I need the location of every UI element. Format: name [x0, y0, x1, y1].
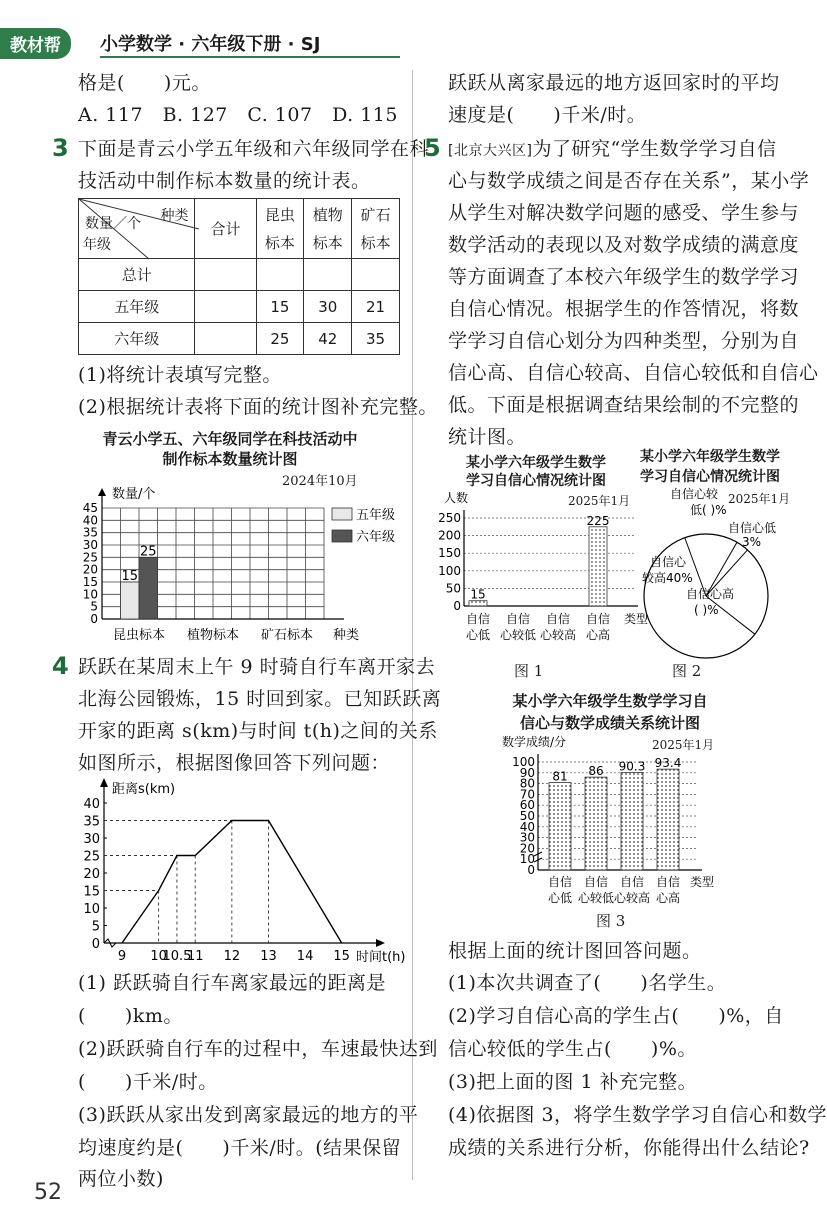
- bar: [621, 772, 643, 870]
- q4-line-3: 开家的距离 s(km)与时间 t(h)之间的关系: [78, 720, 438, 742]
- q4-sub1a: (1) 跃跃骑自行车离家最远的距离是: [78, 972, 386, 994]
- q3-line-2: 技活动中制作标本数量的统计表。: [78, 170, 371, 192]
- header-plant-1: 植物: [312, 205, 343, 224]
- corner-grade: 年级: [83, 237, 111, 253]
- corner-kind: 种类: [160, 208, 189, 224]
- question-number-4: 4: [52, 652, 69, 680]
- y-tick-label: 30: [519, 830, 535, 845]
- q2-tail: 格是( )元。: [78, 72, 211, 94]
- header-insect-2: 标本: [264, 233, 295, 252]
- y-tick-label: 10: [519, 852, 535, 867]
- x-tick-label: 心较低: [499, 628, 537, 642]
- x-tick-label: 自信: [655, 875, 681, 889]
- y-axis-arrow: [100, 778, 108, 787]
- y-tick-label: 40: [519, 819, 535, 834]
- question-number-5: 5: [424, 134, 441, 162]
- table-cell[interactable]: [304, 259, 352, 291]
- bar: [139, 557, 158, 619]
- table-cell: 25: [256, 323, 304, 355]
- y-tick-label: 40: [83, 797, 100, 812]
- q5-sub2b: 信心较低的学生占( )%。: [448, 1038, 697, 1060]
- table-cell: 42: [304, 323, 352, 355]
- y-tick-label: 35: [82, 525, 98, 540]
- row-label: 总计: [79, 259, 195, 291]
- y-tick-label: 0: [527, 863, 535, 877]
- q4-line-1: 跃跃在某周末上午 9 时骑自行车离开家去: [78, 656, 436, 678]
- table-cell: 35: [352, 323, 400, 355]
- confidence-score-bar-chart: [500, 736, 725, 908]
- y-tick-label: 100: [512, 755, 535, 769]
- confidence-pie-chart: [632, 486, 792, 656]
- fig3-title-line1: 某小学六年级学生数学学习自: [512, 692, 708, 710]
- q5-line: 学学习自信心划分为四种类型，分别为自: [448, 330, 800, 352]
- x-tick-label: 自信: [505, 612, 531, 626]
- table-cell[interactable]: [195, 259, 256, 291]
- y-tick-label: 0: [453, 599, 461, 613]
- q5-line: 统计图。: [448, 426, 527, 448]
- pie-label: 较高40%: [642, 571, 693, 585]
- y-tick-label: 250: [438, 511, 461, 525]
- q5-sub1: (1)本次共调查了( )名学生。: [448, 972, 727, 994]
- option-c: C. 107: [247, 104, 313, 126]
- option-b: B. 127: [162, 104, 228, 126]
- y-tick-label: 80: [519, 776, 535, 791]
- row-label: 五年级: [79, 291, 195, 323]
- data-label: 93.4: [654, 756, 682, 771]
- y-tick-label: 20: [82, 562, 98, 577]
- q4-tail-1: 跃跃从离家最远的地方返回家时的平均: [448, 72, 780, 94]
- x-tick-label: 13: [260, 949, 277, 964]
- q5-line-0: [448, 134, 777, 167]
- bar: [589, 527, 607, 606]
- x-tick-label: 植物标本: [186, 628, 240, 643]
- x-axis-label: 类型: [690, 875, 715, 889]
- x-tick-label: 11: [186, 949, 204, 964]
- q5-line: 等方面调查了本校六年级学生的数学学习: [448, 266, 800, 288]
- y-tick-label: 20: [519, 841, 535, 856]
- column-divider: [412, 70, 413, 1180]
- y-axis-label: 数学成绩/分: [502, 735, 567, 749]
- q5-line: 数学活动的表现以及对数学成绩的满意度: [448, 234, 800, 256]
- specimen-stat-table: [78, 198, 400, 355]
- y-axis-label: 数量/个: [112, 487, 156, 502]
- y-tick-label: 5: [91, 919, 100, 935]
- bar: [121, 582, 140, 619]
- fig2-date: 2025年1月: [728, 492, 791, 506]
- table-row: [79, 323, 400, 355]
- header-mineral-1: 矿石: [360, 205, 391, 224]
- data-label: 15: [470, 587, 486, 602]
- x-tick-label: 心高: [585, 628, 611, 642]
- x-tick-label: 10: [150, 949, 167, 964]
- header-rule: [100, 56, 400, 58]
- q4-sub2b: ( )千米/时。: [78, 1071, 218, 1093]
- x-tick-label: 心较高: [613, 891, 651, 905]
- header-total: 合计: [195, 199, 256, 259]
- q5-sub2a: (2)学习自信心高的学生占( )%，自: [448, 1005, 784, 1027]
- data-label: 225: [586, 513, 610, 528]
- bar: [585, 777, 607, 870]
- header-insect: [256, 199, 304, 259]
- x-tick-label: 心较低: [577, 891, 615, 905]
- x-tick-label: 自信: [585, 612, 611, 626]
- x-tick-label: 矿石标本: [260, 628, 314, 643]
- y-tick-label: 20: [83, 867, 100, 882]
- q4-line-4: 如图所示，根据图像回答下列问题：: [78, 752, 391, 774]
- pie-label: ( )%: [694, 603, 719, 617]
- q5-after: 根据上面的统计图回答问题。: [448, 940, 702, 962]
- corner-quantity: 数量／个: [85, 216, 141, 232]
- q3-line-1: 下面是青云小学五年级和六年级同学在科: [78, 138, 430, 160]
- x-tick-label: 12: [223, 949, 241, 964]
- table-cell[interactable]: [195, 291, 256, 323]
- table-cell[interactable]: [195, 323, 256, 355]
- y-tick-label: 15: [83, 884, 100, 900]
- x-axis-label: 类型: [624, 612, 649, 626]
- pie-label: 低( )%: [690, 503, 727, 517]
- table-cell: 30: [304, 291, 352, 323]
- q4-line-2: 北海公园锻炼，15 时回到家。已知跃跃离: [78, 688, 442, 710]
- table-cell: 21: [352, 291, 400, 323]
- fig3-title-line2: 信心与数学成绩关系统计图: [519, 714, 700, 732]
- q4-sub3b: 均速度约是( )千米/时。(结果保留: [78, 1137, 402, 1159]
- q5-line: 从学生对解决数学问题的感受、学生参与: [448, 202, 800, 224]
- q3-sub1: (1)将统计表填写完整。: [78, 364, 282, 386]
- pie-label: 自信心: [650, 555, 687, 569]
- chart1-title-line1: 青云小学五、六年级同学在科技活动中: [102, 430, 358, 448]
- y-tick-label: 10: [83, 902, 100, 917]
- fig2-title-line2: 学习自信心情况统计图: [640, 469, 780, 485]
- y-tick-label: 25: [83, 849, 100, 865]
- table-cell: 15: [256, 291, 304, 323]
- x-axis-arrow: [376, 939, 385, 947]
- q5-sub3: (3)把上面的图 1 补充完整。: [448, 1071, 698, 1093]
- y-tick-label: 90: [519, 765, 535, 780]
- page-number: 52: [34, 1180, 62, 1205]
- x-tick-label: 心高: [655, 891, 681, 905]
- fig2-label: 图 2: [672, 662, 702, 680]
- table-cell[interactable]: [352, 259, 400, 291]
- y-axis-label: 人数: [444, 491, 469, 505]
- header-mineral: [352, 199, 400, 259]
- q5-line: 低。下面是根据调查结果绘制的不完整的: [448, 394, 800, 416]
- y-tick-label: 100: [438, 563, 461, 578]
- y-tick-label: 0: [90, 612, 98, 626]
- legend-swatch: [332, 508, 352, 520]
- table-corner: [79, 199, 195, 259]
- y-tick-label: 30: [83, 832, 100, 847]
- y-tick-label: 0: [91, 937, 100, 952]
- q4-sub3a: (3)跃跃从家出发到离家最远的地方的平: [78, 1104, 419, 1126]
- x-tick-label: 心较高: [539, 628, 577, 642]
- q5-sub4a: (4)依据图 3，将学生数学学习自信心和数学: [448, 1104, 827, 1126]
- y-tick-label: 5: [90, 599, 98, 614]
- pie-label: 自信心较: [670, 487, 719, 501]
- pie-label: 3%: [742, 535, 762, 549]
- fig1-title-line1: 某小学六年级学生数学: [466, 455, 606, 471]
- y-tick-label: 60: [519, 798, 535, 813]
- brand-badge: 教材帮: [0, 28, 71, 59]
- q5-line: 自信心情况。根据学生的作答情况，将数: [448, 298, 800, 320]
- fig1-title-line2: 学习自信心情况统计图: [466, 473, 606, 489]
- row-label: 六年级: [79, 323, 195, 355]
- specimen-bar-chart: [70, 484, 410, 644]
- chart1-date: 2024年10月: [282, 474, 358, 489]
- q5-region-tag: [北京大兴区]: [448, 143, 533, 159]
- y-tick-label: 30: [82, 538, 98, 552]
- bar: [657, 769, 679, 870]
- y-tick-label: 200: [438, 528, 461, 543]
- y-tick-label: 70: [519, 787, 535, 802]
- header-plant-2: 标本: [312, 233, 343, 252]
- q5-line-1: 为了研究“学生数学学习自信: [532, 138, 777, 160]
- legend-label: 六年级: [356, 530, 396, 545]
- x-tick-label: 自信: [583, 875, 609, 889]
- data-label: 15: [121, 569, 139, 584]
- q4-sub2a: (2)跃跃骑自行车的过程中，车速最快达到: [78, 1038, 438, 1060]
- fig1-date: 2025年1月: [568, 494, 631, 508]
- header-plant: [304, 199, 352, 259]
- chart1-title-line2: 制作标本数量统计图: [162, 450, 298, 468]
- y-tick-label: 25: [82, 550, 98, 565]
- table-row: [79, 259, 400, 291]
- x-tick-label: 心低: [465, 628, 491, 642]
- x-tick-label: 自信: [465, 612, 491, 626]
- x-axis-label: 种类: [332, 628, 360, 643]
- option-d: D. 115: [332, 104, 398, 126]
- q5-line: 信心高、自信心较高、自信心较低和自信心: [448, 362, 819, 384]
- y-tick-label: 50: [445, 581, 461, 596]
- x-axis-label: 时间t(h): [356, 950, 406, 965]
- table-row: [79, 291, 400, 323]
- option-a: A. 117: [78, 104, 144, 126]
- x-tick-label: 9: [117, 949, 127, 964]
- page-header-title: 小学数学 · 六年级下册 · SJ: [100, 34, 321, 55]
- data-label: 25: [139, 544, 157, 560]
- y-tick-label: 35: [83, 814, 100, 830]
- fig1-label: 图 1: [514, 662, 544, 680]
- y-tick-label: 40: [82, 513, 98, 528]
- bar: [549, 783, 571, 870]
- y-tick-label: 50: [519, 809, 535, 823]
- x-tick-label: 自信: [619, 875, 645, 889]
- x-tick-label: 昆虫标本: [112, 628, 166, 643]
- y-tick-label: 15: [82, 575, 98, 589]
- data-label: 86: [588, 764, 604, 779]
- table-cell[interactable]: [256, 259, 304, 291]
- y-axis-label: 距离s(km): [112, 782, 176, 797]
- q3-sub2: (2)根据统计表将下面的统计图补充完整。: [78, 396, 438, 418]
- fig3-date: 2025年1月: [652, 738, 715, 752]
- distance-time-graph: [60, 775, 405, 965]
- y-tick-label: 10: [82, 587, 98, 602]
- legend-label: 五年级: [356, 508, 396, 523]
- confidence-count-bar-chart: [430, 488, 649, 643]
- x-tick-label: 15: [333, 949, 350, 964]
- q5-sub4b: 成绩的关系进行分析，你能得出什么结论?: [448, 1137, 810, 1159]
- y-tick-label: 150: [438, 546, 461, 561]
- pie-label: 自信心低: [728, 521, 777, 535]
- header-mineral-2: 标本: [360, 233, 391, 252]
- data-label: 90.3: [618, 759, 646, 774]
- q5-line: 心与数学成绩之间是否存在关系”，某小学: [448, 170, 810, 192]
- data-label: 81: [552, 769, 568, 784]
- x-tick-label: 心低: [547, 891, 573, 905]
- fig3-label: 图 3: [596, 912, 626, 930]
- fig2-title-line1: 某小学六年级学生数学: [640, 449, 780, 465]
- pie-label: 自信心高: [686, 587, 735, 601]
- x-tick-label: 自信: [547, 875, 573, 889]
- question-number-3: 3: [52, 134, 69, 162]
- q4-sub1b: ( )km。: [78, 1005, 183, 1027]
- x-tick-label: 14: [296, 949, 314, 964]
- header-insect-1: 昆虫: [264, 205, 295, 224]
- q4-sub3c: 两位小数): [78, 1168, 164, 1190]
- y-axis-arrow: [98, 488, 106, 496]
- q2-options: [78, 100, 398, 131]
- legend-swatch: [332, 530, 352, 542]
- x-tick-label: 10.5: [162, 949, 192, 964]
- y-tick-label: 45: [82, 501, 98, 515]
- q4-tail-2: 速度是( )千米/时。: [448, 104, 647, 126]
- x-tick-label: 自信: [545, 612, 571, 626]
